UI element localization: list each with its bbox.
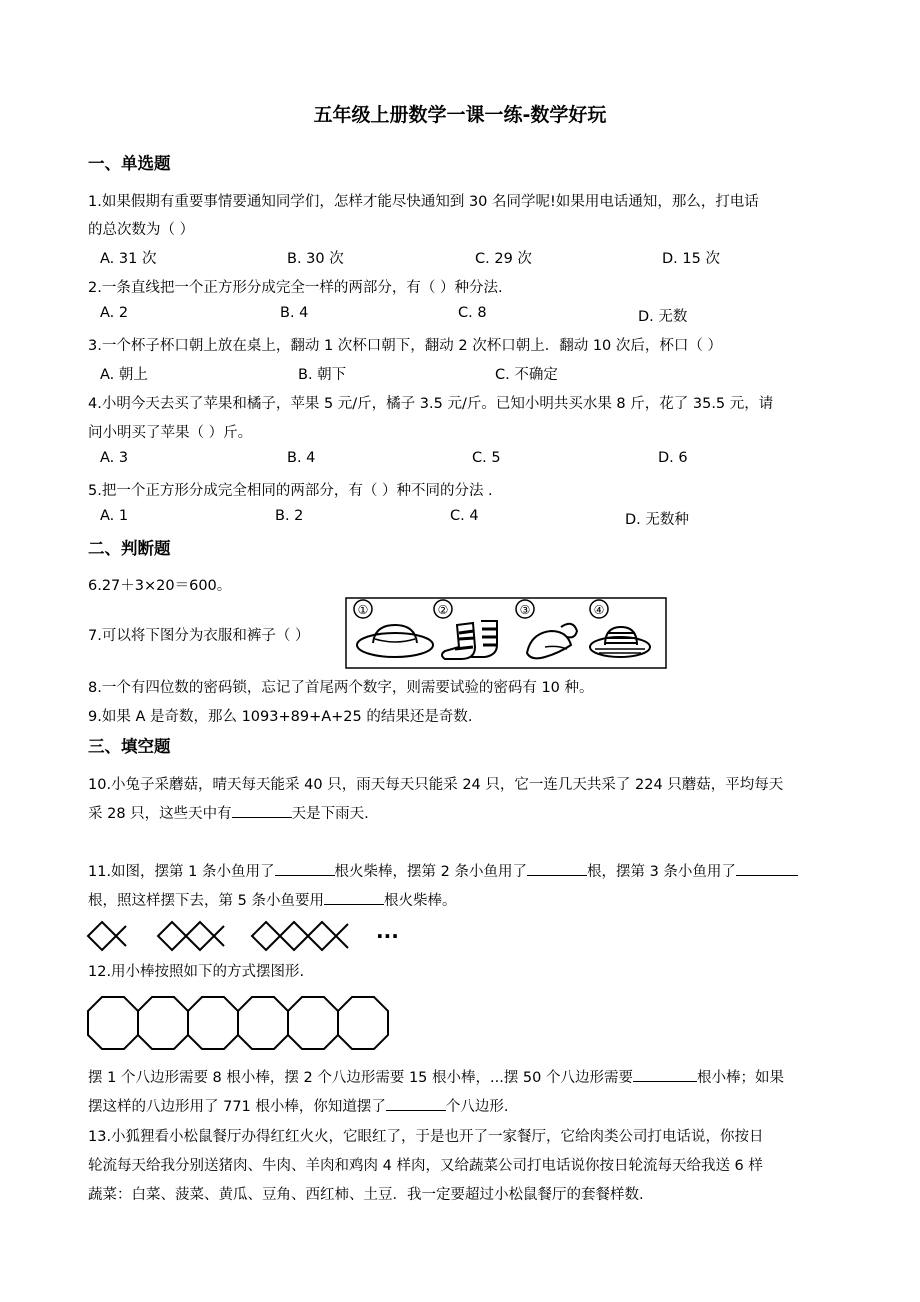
answer-blank[interactable]	[633, 1067, 697, 1082]
answer-blank[interactable]	[275, 861, 335, 876]
question-5-option-d[interactable]: D. 无数种	[625, 512, 689, 528]
question-1-text-cont: 的总次数为（ ）	[88, 222, 195, 238]
octagon-figure	[86, 994, 396, 1052]
question-6-text: 6.27＋3×20＝600。	[88, 578, 232, 594]
question-7-text: 7.可以将下图分为衣服和裤子（ ）	[88, 628, 310, 644]
question-12-part: 个八边形.	[445, 1099, 509, 1115]
question-2-text: 2.一条直线把一个正方形分成完全一样的两部分，有（ ）种分法.	[88, 280, 503, 296]
question-10-text-cont	[88, 802, 369, 823]
question-1-option-a[interactable]: A. 31 次	[100, 251, 157, 267]
question-3-text: 3.一个杯子杯口朝上放在桌上，翻动 1 次杯口朝下，翻动 2 次杯口朝上．翻动 10 次后，杯口（ ）	[88, 338, 722, 354]
octagon-shape	[238, 997, 288, 1049]
label-3: ③	[519, 603, 531, 617]
section-heading-single-choice: 一、单选题	[88, 154, 171, 173]
answer-blank[interactable]	[324, 890, 384, 905]
question-2-option-b[interactable]: B. 4	[280, 305, 309, 321]
question-10-text: 10.小兔子采蘑菇，晴天每天能采 40 只，雨天每天只能采 24 只，它一连几天共采了 224 只蘑菇，平均每天	[88, 777, 784, 793]
question-2-option-c[interactable]: C. 8	[458, 305, 487, 321]
question-4-option-c[interactable]: C. 5	[472, 450, 501, 466]
question-1-option-c[interactable]: C. 29 次	[475, 251, 532, 267]
question-3-option-a[interactable]: A. 朝上	[100, 367, 148, 383]
question-10-part: 采 28 只，这些天中有	[88, 806, 232, 822]
question-5-option-c[interactable]: C. 4	[450, 508, 479, 524]
matchstick-fish-figure	[86, 914, 406, 958]
question-12-part: 摆 1 个八边形需要 8 根小棒，摆 2 个八边形需要 15 根小棒，...摆 50 个八边形需要	[88, 1070, 633, 1086]
answer-blank[interactable]	[527, 861, 587, 876]
question-3-option-b[interactable]: B. 朝下	[298, 367, 347, 383]
question-5-option-b[interactable]: B. 2	[275, 508, 304, 524]
question-13-text-cont2: 蔬菜：白菜、菠菜、黄瓜、豆角、西红柿、土豆．我一定要超过小松鼠餐厅的套餐样数.	[88, 1187, 644, 1203]
question-4-text: 4.小明今天去买了苹果和橘子，苹果 5 元/斤，橘子 3.5 元/斤。已知小明共买水果 8 斤，花了 35.5 元，请	[88, 396, 774, 412]
label-4: ④	[593, 603, 605, 617]
question-4-text-cont: 问小明买了苹果（ ）斤。	[88, 425, 253, 441]
ellipsis: ···	[376, 924, 399, 948]
octagon-shape	[338, 997, 388, 1049]
question-13-text: 13.小狐狸看小松鼠餐厅办得红红火火，它眼红了，于是也开了一家餐厅，它给肉类公司打电话说，你按日	[88, 1129, 764, 1145]
answer-blank[interactable]	[386, 1096, 446, 1111]
question-4-option-b[interactable]: B. 4	[287, 450, 316, 466]
question-13-text-cont: 轮流每天给我分别送猪肉、牛肉、羊肉和鸡肉 4 样肉，又给蔬菜公司打电话说你按日轮流每天给我送 6 样	[88, 1158, 763, 1174]
question-11-text-cont	[88, 889, 456, 910]
label-1: ①	[357, 603, 369, 617]
question-12-text: 12.用小棒按照如下的方式摆图形.	[88, 964, 305, 980]
question-9-text: 9.如果 A 是奇数，那么 1093+89+A+25 的结果还是奇数.	[88, 709, 473, 725]
section-heading-fill-blank: 三、填空题	[88, 737, 171, 756]
answer-blank[interactable]	[232, 803, 292, 818]
question-11-part: 根火柴棒。	[383, 893, 457, 909]
question-12-part: 根小棒；如果	[697, 1070, 784, 1086]
question-8-text: 8.一个有四位数的密码锁，忘记了首尾两个数字，则需要试验的密码有 10 种。	[88, 680, 594, 696]
question-11-text	[88, 860, 798, 881]
question-12-text-cont2	[88, 1095, 509, 1116]
label-2: ②	[437, 603, 449, 617]
question-3-option-c[interactable]: C. 不确定	[495, 367, 558, 383]
question-11-part: 根火柴棒，摆第 2 条小鱼用了	[334, 864, 527, 880]
question-10-part: 天是下雨天.	[291, 806, 369, 822]
question-11-part: 根，摆第 3 条小鱼用了	[586, 864, 736, 880]
question-2-option-d[interactable]: D. 无数	[638, 309, 688, 325]
question-1-text: 1.如果假期有重要事情要通知同学们，怎样才能尽快通知到 30 名同学呢!如果用电话通知，那么，打电话	[88, 194, 759, 210]
question-4-option-a[interactable]: A. 3	[100, 450, 129, 466]
page-title: 五年级上册数学一课一练-数学好玩	[313, 104, 607, 126]
octagon-shape	[138, 997, 188, 1049]
question-1-option-b[interactable]: B. 30 次	[287, 251, 344, 267]
question-2-option-a[interactable]: A. 2	[100, 305, 129, 321]
question-5-option-a[interactable]: A. 1	[100, 508, 129, 524]
answer-blank[interactable]	[736, 861, 798, 876]
question-12-text-cont	[88, 1066, 784, 1087]
octagon-shape	[188, 997, 238, 1049]
octagon-shape	[288, 997, 338, 1049]
question-12-part: 摆这样的八边形用了 771 根小棒，你知道摆了	[88, 1099, 386, 1115]
section-heading-true-false: 二、判断题	[88, 539, 171, 558]
question-4-option-d[interactable]: D. 6	[658, 450, 688, 466]
question-1-option-d[interactable]: D. 15 次	[662, 251, 720, 267]
clothing-picture	[345, 597, 667, 669]
question-11-part: 根，照这样摆下去，第 5 条小鱼要用	[88, 893, 324, 909]
octagon-shape	[88, 997, 138, 1049]
question-5-text: 5.把一个正方形分成完全相同的两部分，有（ ）种不同的分法 .	[88, 483, 493, 499]
question-11-part: 11.如图，摆第 1 条小鱼用了	[88, 864, 275, 880]
